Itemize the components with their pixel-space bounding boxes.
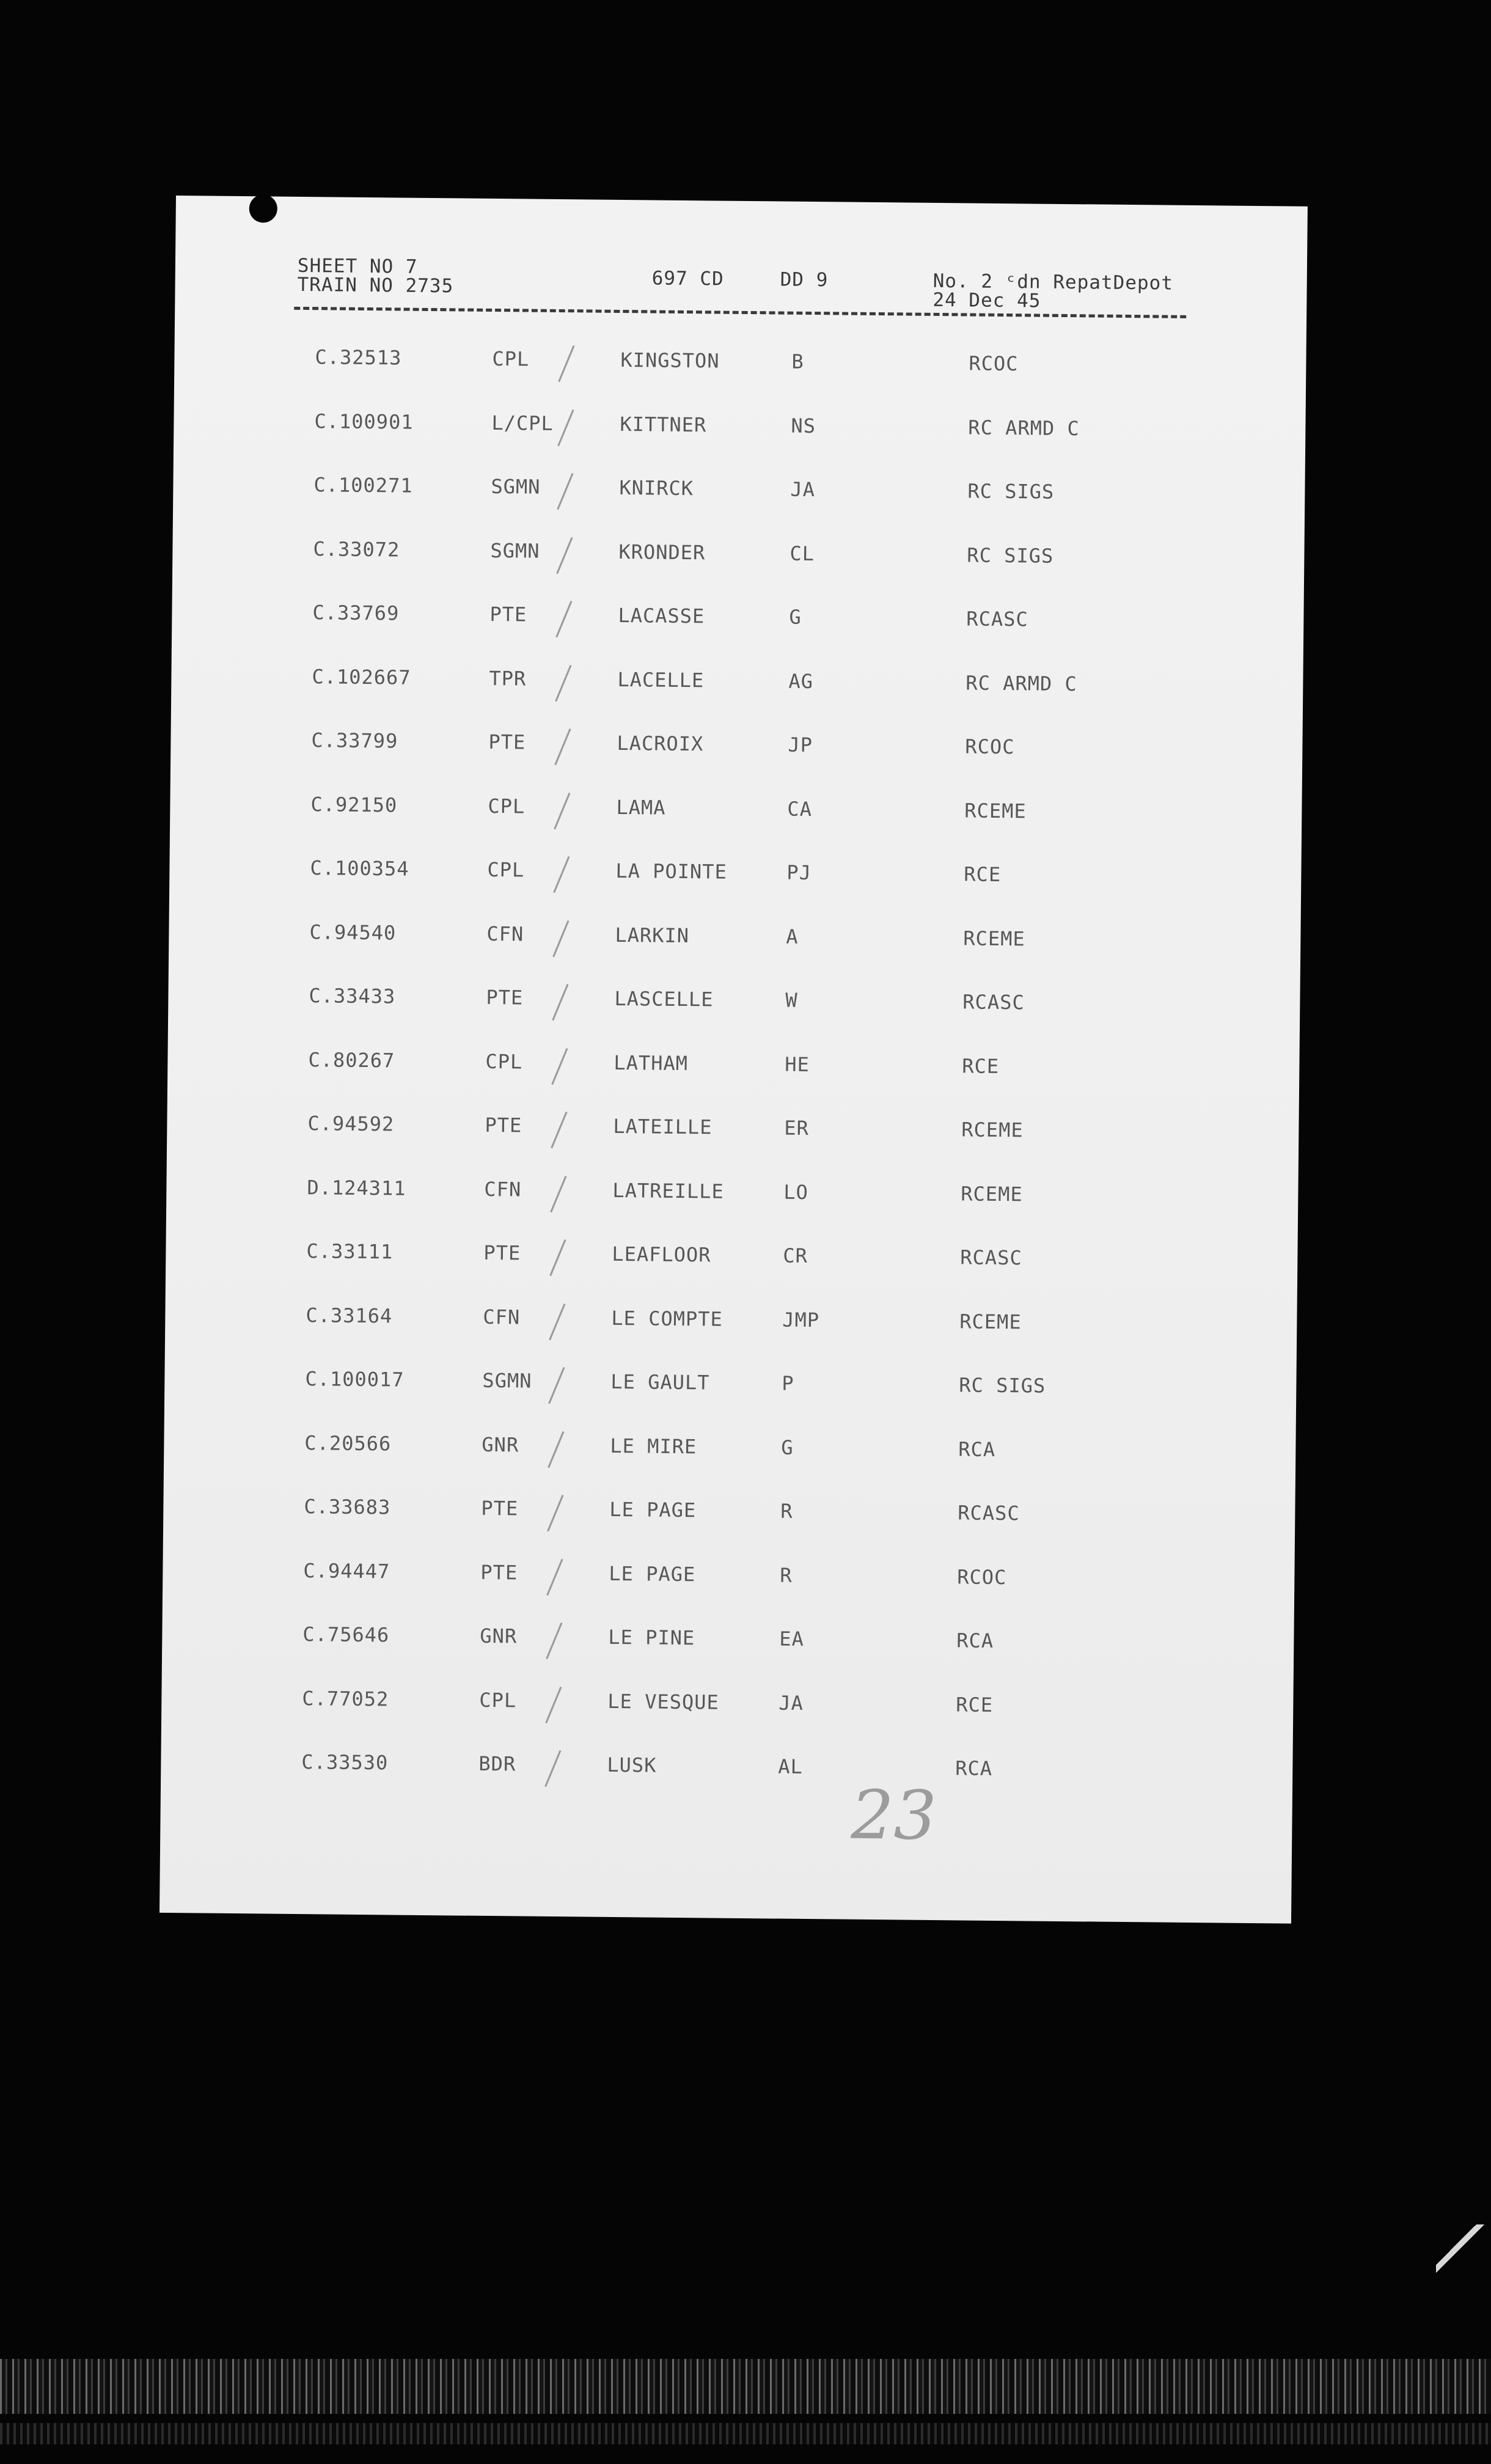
service-number: C.100017: [305, 1367, 405, 1392]
document-page: [159, 196, 1308, 1924]
initials: EA: [779, 1627, 805, 1651]
check-mark: [552, 984, 568, 1021]
unit: RCOC: [965, 735, 1015, 759]
check-mark: [546, 1623, 562, 1659]
surname: KRONDER: [618, 540, 706, 564]
surname: KITTNER: [620, 412, 707, 436]
rank: PTE: [485, 1113, 522, 1137]
check-mark: [554, 728, 571, 765]
check-mark: [551, 1047, 568, 1084]
initials: LO: [783, 1180, 809, 1204]
surname: LE MIRE: [610, 1434, 697, 1458]
service-number: C.33769: [312, 601, 400, 625]
service-number: C.102667: [312, 664, 411, 689]
surname: LE GAULT: [610, 1370, 710, 1395]
initials: R: [780, 1499, 793, 1523]
unit: RC ARMD C: [965, 670, 1077, 695]
initials: W: [785, 988, 798, 1012]
surname: LA POINTE: [615, 859, 727, 884]
check-mark: [550, 1175, 566, 1212]
table-row: [173, 472, 1305, 519]
table-row: [164, 1429, 1295, 1477]
check-mark: [548, 1431, 564, 1467]
sheet-number: SHEET NO 7: [297, 254, 418, 278]
table-row: [169, 855, 1301, 903]
handwritten-count: 23: [851, 1775, 937, 1855]
rank: CFN: [483, 1305, 521, 1329]
depot-name: No. 2 ᶜdn RepatDepot: [932, 270, 1174, 295]
surname: LE PAGE: [609, 1561, 696, 1586]
table-row: [172, 600, 1303, 647]
check-mark: [548, 1367, 565, 1404]
table-row: [166, 1174, 1298, 1222]
rank: PTE: [489, 602, 527, 626]
table-row: [174, 408, 1305, 455]
unit: RCASC: [960, 1245, 1022, 1270]
surname: LACROIX: [617, 731, 704, 756]
initials: R: [780, 1563, 793, 1587]
initials: JMP: [782, 1308, 820, 1332]
service-number: C.94592: [307, 1112, 395, 1136]
table-row: [161, 1749, 1292, 1797]
surname: LATEILLE: [613, 1114, 713, 1139]
rank: SGMN: [482, 1368, 532, 1393]
service-number: C.33164: [306, 1303, 393, 1327]
rank: PTE: [481, 1496, 519, 1520]
service-number: D.124311: [307, 1175, 406, 1200]
initials: PJ: [786, 860, 812, 885]
initials: A: [786, 925, 799, 948]
check-mark: [557, 473, 573, 510]
table-row: [162, 1621, 1294, 1669]
film-edge-mark: [1436, 2224, 1491, 2304]
unit: RCEME: [959, 1309, 1022, 1333]
punch-hole: [249, 194, 277, 222]
initials: JA: [790, 477, 816, 502]
table-row: [163, 1557, 1294, 1605]
check-mark: [546, 1558, 563, 1595]
rank: GNR: [482, 1432, 519, 1456]
unit: RCE: [956, 1692, 994, 1717]
rank: CPL: [485, 1049, 523, 1074]
check-mark: [545, 1686, 562, 1723]
check-mark: [555, 664, 571, 701]
rank: CFN: [486, 922, 524, 946]
unit: RCE: [964, 862, 1002, 887]
unit: RC SIGS: [959, 1373, 1046, 1398]
table-row: [165, 1302, 1297, 1349]
unit: RCEME: [961, 1181, 1023, 1206]
film-strip: [0, 2359, 1491, 2414]
rank: CFN: [484, 1177, 522, 1201]
train-number: TRAIN NO 2735: [297, 273, 454, 298]
initials: CR: [783, 1244, 808, 1268]
rank: PTE: [480, 1560, 518, 1584]
header-divider: [294, 307, 1186, 318]
rank: SGMN: [491, 474, 541, 499]
surname: LEAFLOOR: [612, 1242, 711, 1267]
surname: LUSK: [607, 1753, 657, 1777]
service-number: C.80267: [308, 1047, 395, 1072]
table-row: [170, 791, 1302, 838]
table-row: [167, 1046, 1299, 1094]
unit: RCOC: [969, 351, 1019, 376]
service-number: C.94540: [309, 920, 397, 945]
initials: HE: [785, 1052, 810, 1076]
table-row: [170, 727, 1302, 775]
initials: AL: [778, 1755, 804, 1778]
table-row: [166, 1238, 1297, 1286]
initials: G: [789, 605, 802, 629]
unit: RCEME: [964, 798, 1027, 823]
initials: CA: [787, 797, 813, 821]
initials: CL: [789, 541, 815, 565]
table-row: [171, 663, 1303, 711]
table-row: [163, 1494, 1295, 1541]
check-mark: [557, 409, 574, 446]
rank: PTE: [486, 985, 524, 1010]
rank: TPR: [489, 666, 527, 691]
initials: ER: [784, 1116, 810, 1140]
table-row: [172, 535, 1304, 583]
table-row: [168, 983, 1300, 1030]
service-number: C.32513: [315, 345, 402, 370]
service-number: C.94447: [303, 1558, 390, 1583]
surname: LACELLE: [617, 667, 705, 692]
service-number: C.100901: [314, 409, 414, 434]
check-mark: [552, 920, 569, 956]
film-strip-lower: [0, 2423, 1491, 2444]
rank: GNR: [480, 1624, 518, 1648]
table-row: [174, 344, 1306, 392]
table-row: [167, 1110, 1299, 1158]
initials: JA: [778, 1691, 804, 1715]
rank: PTE: [483, 1241, 521, 1265]
service-number: C.100271: [313, 473, 413, 497]
surname: KNIRCK: [619, 475, 694, 501]
check-mark: [549, 1303, 565, 1340]
unit: RCA: [955, 1756, 993, 1780]
surname: KINGSTON: [620, 348, 720, 373]
surname: LE PINE: [608, 1625, 695, 1650]
surname: LAMA: [616, 795, 666, 820]
service-number: C.20566: [304, 1431, 392, 1455]
initials: P: [782, 1371, 794, 1395]
sheet-date: 24 Dec 45: [932, 288, 1041, 312]
unit: RC SIGS: [967, 543, 1054, 568]
service-number: C.33799: [311, 728, 398, 753]
initials: G: [781, 1436, 794, 1459]
surname: LE PAGE: [609, 1497, 697, 1522]
check-mark: [558, 345, 574, 382]
service-number: C.33433: [309, 984, 396, 1008]
rank: L/CPL: [491, 411, 554, 435]
surname: LARKIN: [615, 923, 690, 947]
rank: PTE: [488, 730, 526, 754]
check-mark: [555, 601, 572, 637]
unit: RC SIGS: [967, 479, 1055, 504]
rank: CPL: [492, 346, 530, 371]
service-number: C.33111: [306, 1239, 394, 1264]
initials: B: [791, 350, 804, 373]
unit: RCEME: [963, 926, 1025, 950]
unit: RCASC: [962, 990, 1025, 1014]
surname: LASCELLE: [614, 986, 714, 1011]
rank: CPL: [487, 857, 525, 882]
check-mark: [556, 537, 573, 574]
check-mark: [549, 1239, 566, 1276]
initials: NS: [791, 414, 816, 438]
unit: RCOC: [957, 1564, 1007, 1589]
unit: RCE: [962, 1054, 1000, 1078]
initials: JP: [788, 733, 813, 757]
unit: RCEME: [961, 1118, 1024, 1142]
surname: LE COMPTE: [611, 1306, 723, 1331]
surname: LACASSE: [618, 603, 705, 628]
rank: CPL: [488, 794, 526, 818]
unit: RC ARMD C: [968, 415, 1080, 440]
unit: RCASC: [958, 1501, 1020, 1525]
order-code: 697 CD: [651, 267, 724, 290]
unit: RCA: [958, 1437, 996, 1461]
service-number: C.92150: [310, 792, 398, 817]
check-mark: [544, 1750, 561, 1787]
rank: SGMN: [490, 538, 540, 563]
dd-code: DD 9: [780, 268, 829, 292]
surname: LATREILLE: [612, 1178, 724, 1203]
check-mark: [551, 1112, 567, 1148]
service-number: C.33683: [304, 1495, 391, 1519]
table-row: [169, 919, 1300, 966]
rank: BDR: [478, 1751, 516, 1776]
service-number: C.33530: [301, 1750, 389, 1775]
service-number: C.100354: [310, 856, 409, 881]
unit: RCA: [956, 1629, 994, 1652]
initials: AG: [788, 669, 814, 693]
unit: RCASC: [966, 607, 1028, 631]
check-mark: [547, 1495, 563, 1531]
surname: LATHAM: [614, 1050, 689, 1075]
table-row: [164, 1366, 1296, 1414]
service-number: C.77052: [302, 1686, 389, 1711]
check-mark: [554, 792, 570, 829]
service-number: C.33072: [313, 537, 400, 562]
service-number: C.75646: [302, 1623, 390, 1647]
table-row: [161, 1685, 1293, 1733]
surname: LE VESQUE: [607, 1689, 719, 1714]
check-mark: [553, 856, 570, 893]
rank: CPL: [479, 1688, 517, 1712]
